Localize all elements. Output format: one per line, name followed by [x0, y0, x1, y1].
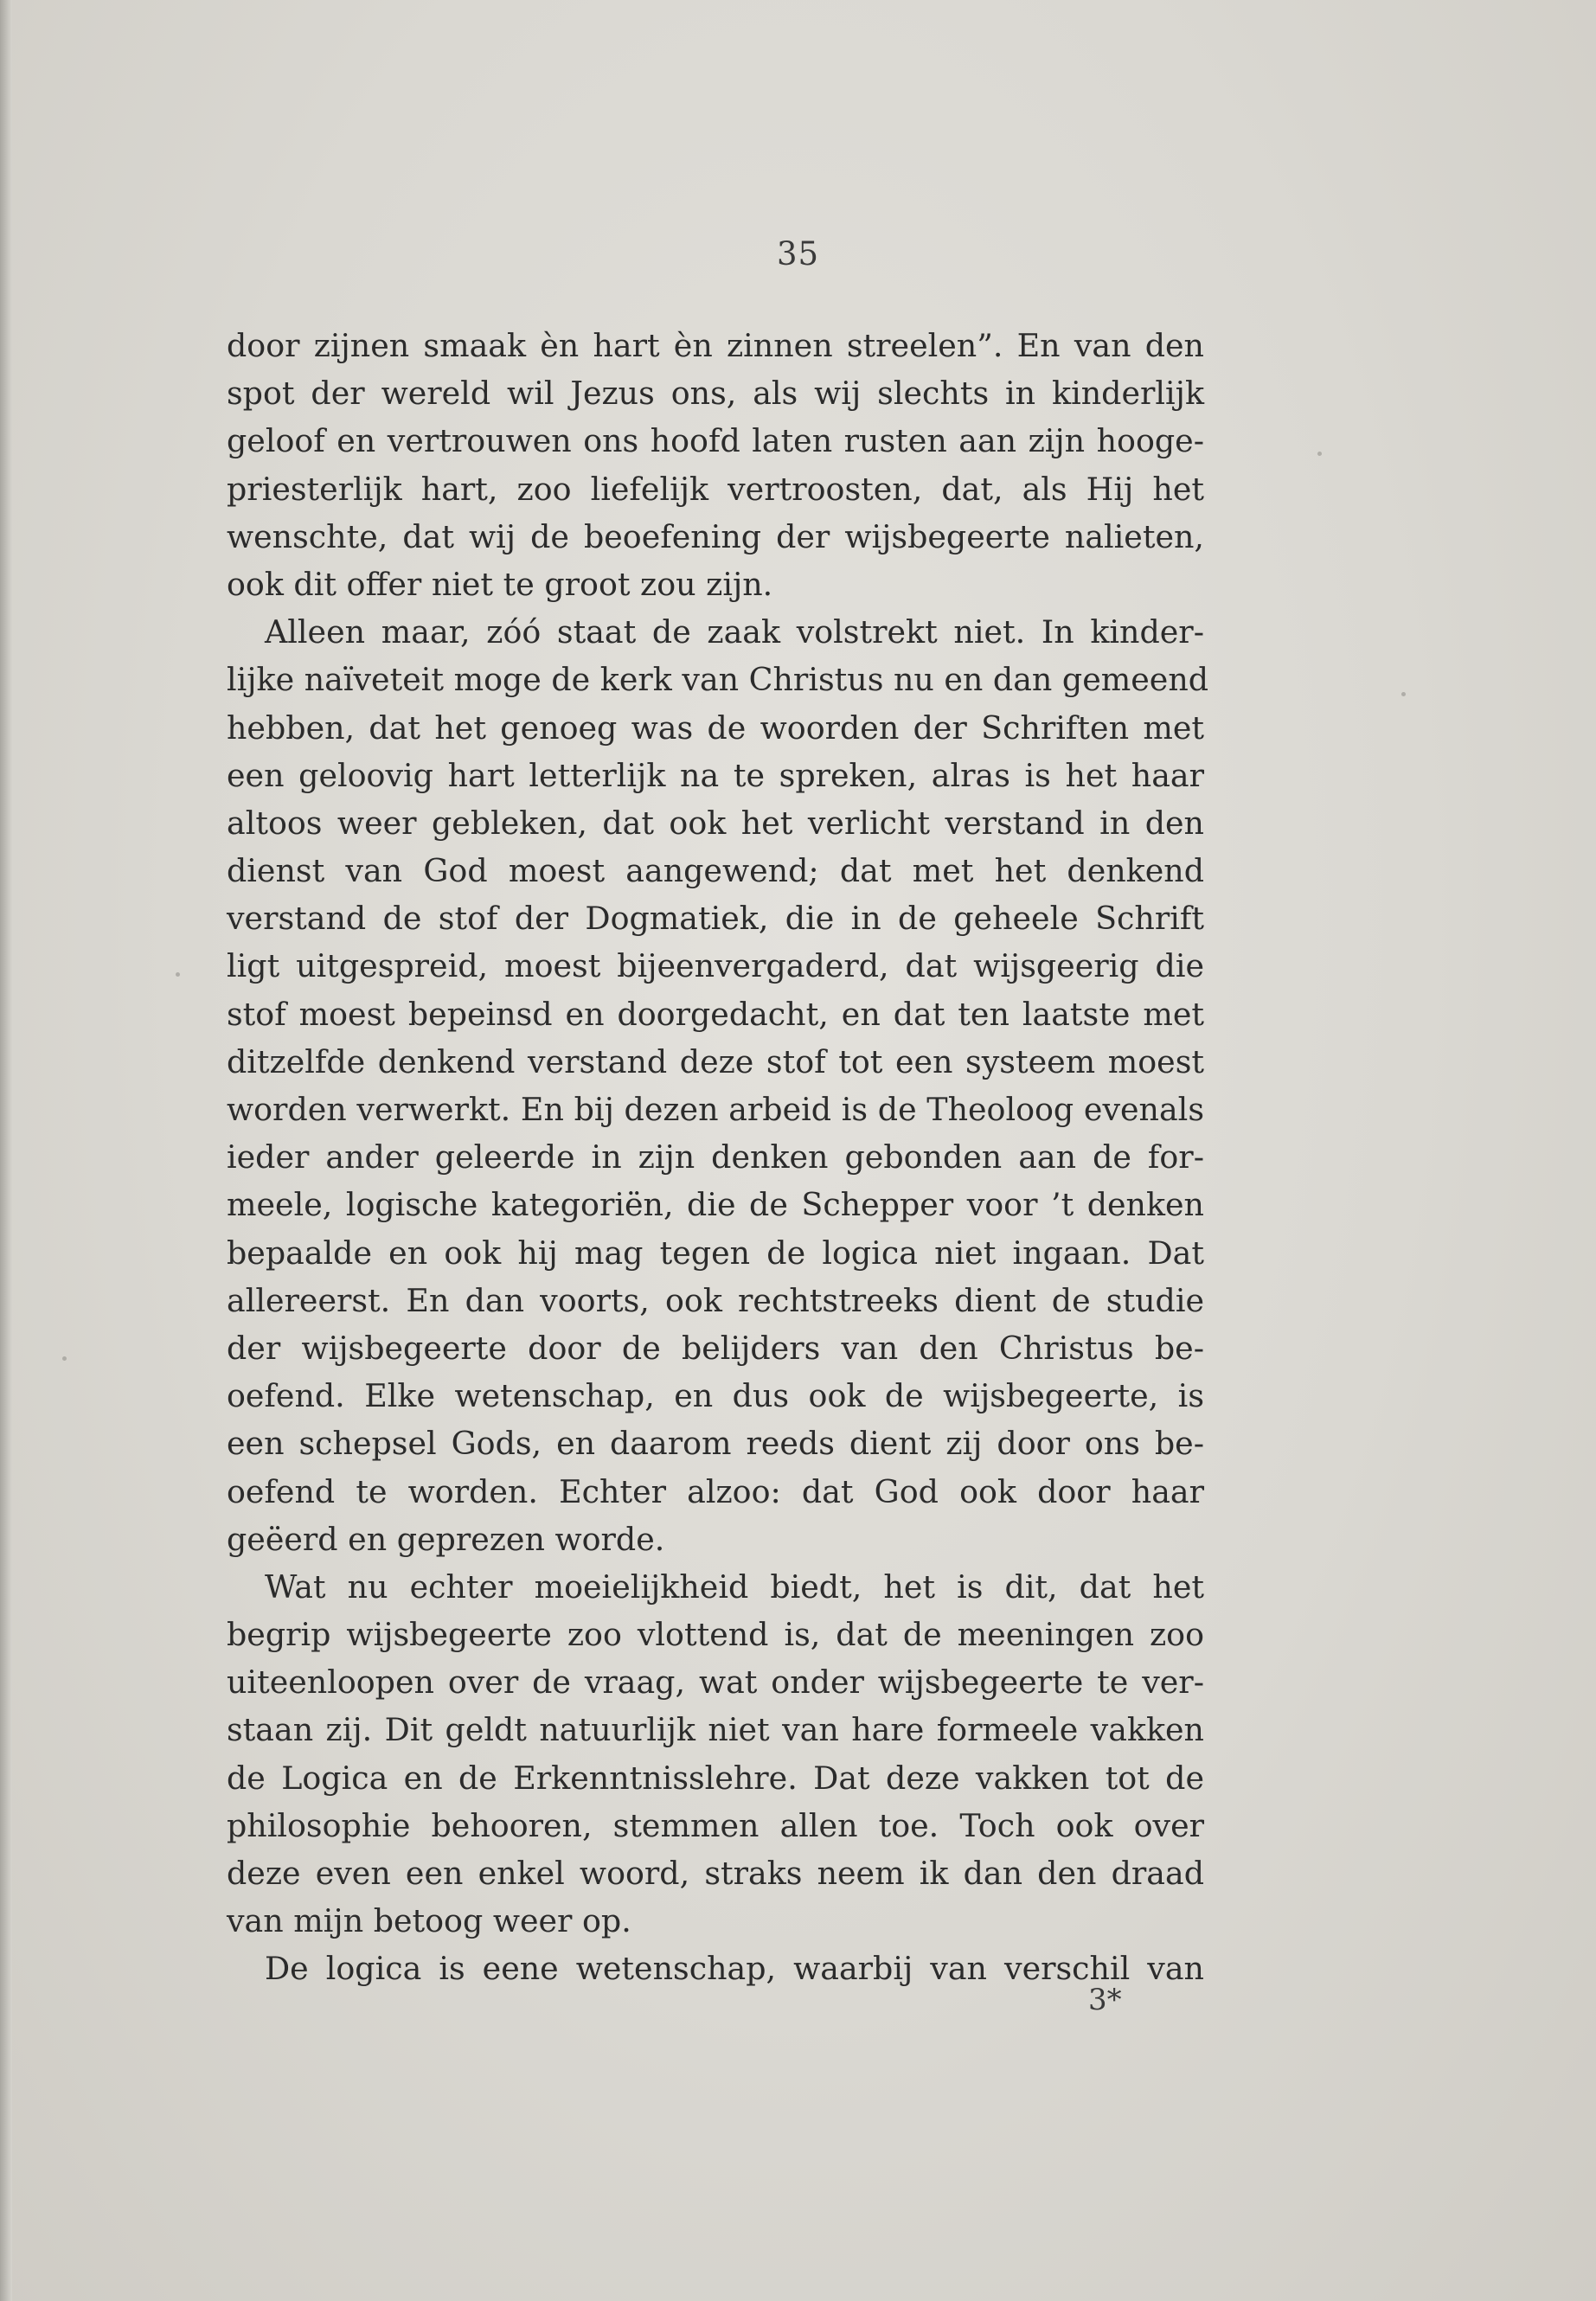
text-line: staan zij. Dit geldt natuurlijk niet van hare formeele vakken	[227, 1711, 1204, 1749]
text-line: stof moest bepeinsd en doorgedacht, en dat ten laatste met	[227, 995, 1204, 1033]
text-line: altoos weer gebleken, dat ook het verlicht verstand in den	[227, 804, 1204, 842]
signature-mark: 3*	[1088, 1983, 1122, 2017]
paper-speck	[1317, 452, 1322, 456]
text-line: de Logica en de Erkenntnisslehre. Dat deze vakken tot de	[227, 1759, 1204, 1797]
text-line: van mijn betoog weer op.	[227, 1902, 631, 1940]
text-line: philosophie behooren, stemmen allen toe. Toch ook over	[227, 1806, 1204, 1844]
text-line: priesterlijk hart, zoo liefelijk vertroosten, dat, als Hij het	[227, 470, 1204, 508]
text-line: uiteenloopen over de vraag, wat onder wijsbegeerte te ver-	[227, 1663, 1204, 1702]
text-line: ditzelfde denkend verstand deze stof tot een systeem moest	[227, 1042, 1204, 1080]
text-line: een schepsel Gods, en daarom reeds dient zij door ons be-	[227, 1425, 1204, 1463]
text-line: wenschte, dat wij de beoefening der wijsbegeerte nalieten,	[227, 517, 1204, 555]
text-line: ligt uitgespreid, moest bijeenvergaderd, dat wijsgeerig die	[227, 947, 1204, 985]
text-line: dienst van God moest aangewend; dat met het denkend	[227, 852, 1204, 890]
text-line: geloof en vertrouwen ons hoofd laten rusten aan zijn hooge-	[227, 422, 1204, 460]
text-line: Alleen maar, zóó staat de zaak volstrekt niet. In kinder-	[265, 613, 1204, 651]
text-line: Wat nu echter moeielijkheid biedt, het is dit, dat het	[265, 1567, 1204, 1606]
text-line: oefend. Elke wetenschap, en dus ook de wijsbegeerte, is	[227, 1377, 1204, 1415]
text-line: verstand de stof der Dogmatiek, die in de geheele Schrift	[227, 900, 1204, 938]
text-line: worden verwerkt. En bij dezen arbeid is de Theoloog evenals	[227, 1091, 1204, 1128]
text-line: geëerd en geprezen worde.	[227, 1520, 665, 1558]
text-line: hebben, dat het genoeg was de woorden der Schriften met	[227, 708, 1204, 747]
text-line: De logica is eene wetenschap, waarbij van verschil van	[265, 1950, 1204, 1988]
paper-speck	[1401, 692, 1406, 696]
paper-speck	[62, 1356, 67, 1361]
text-line: bepaalde en ook hij mag tegen de logica niet ingaan. Dat	[227, 1234, 1204, 1272]
text-line: deze even een enkel woord, straks neem ik dan den draad	[227, 1855, 1204, 1892]
page-number: 35	[776, 235, 820, 272]
body-text	[227, 322, 1209, 1993]
text-line: spot der wereld wil Jezus ons, als wij slechts in kinderlijk	[227, 375, 1204, 413]
text-line: ieder ander geleerde in zijn denken gebonden aan de for-	[227, 1138, 1204, 1176]
text-line: der wijsbegeerte door de belijders van den Christus be-	[227, 1329, 1204, 1367]
text-line: allereerst. En dan voorts, ook rechtstreeks dient de studie	[227, 1281, 1204, 1319]
paper-speck	[176, 972, 180, 977]
text-line: ook dit offer niet te groot zou zijn.	[227, 565, 773, 603]
text-line: door zijnen smaak èn hart èn zinnen streelen”. En van den	[227, 327, 1204, 364]
text-line: een geloovig hart letterlijk na te spreken, alras is het haar	[227, 756, 1204, 794]
page-edge-shadow	[0, 0, 12, 2301]
text-line: meele, logische kategoriën, die de Schepper voor ’t denken	[227, 1186, 1204, 1224]
text-line: oefend te worden. Echter alzoo: dat God ook door haar	[227, 1472, 1204, 1510]
text-line: lijke naïveteit moge de kerk van Christus nu en dan gemeend	[227, 661, 1209, 699]
text-line: begrip wijsbegeerte zoo vlottend is, dat de meeningen zoo	[227, 1616, 1204, 1654]
